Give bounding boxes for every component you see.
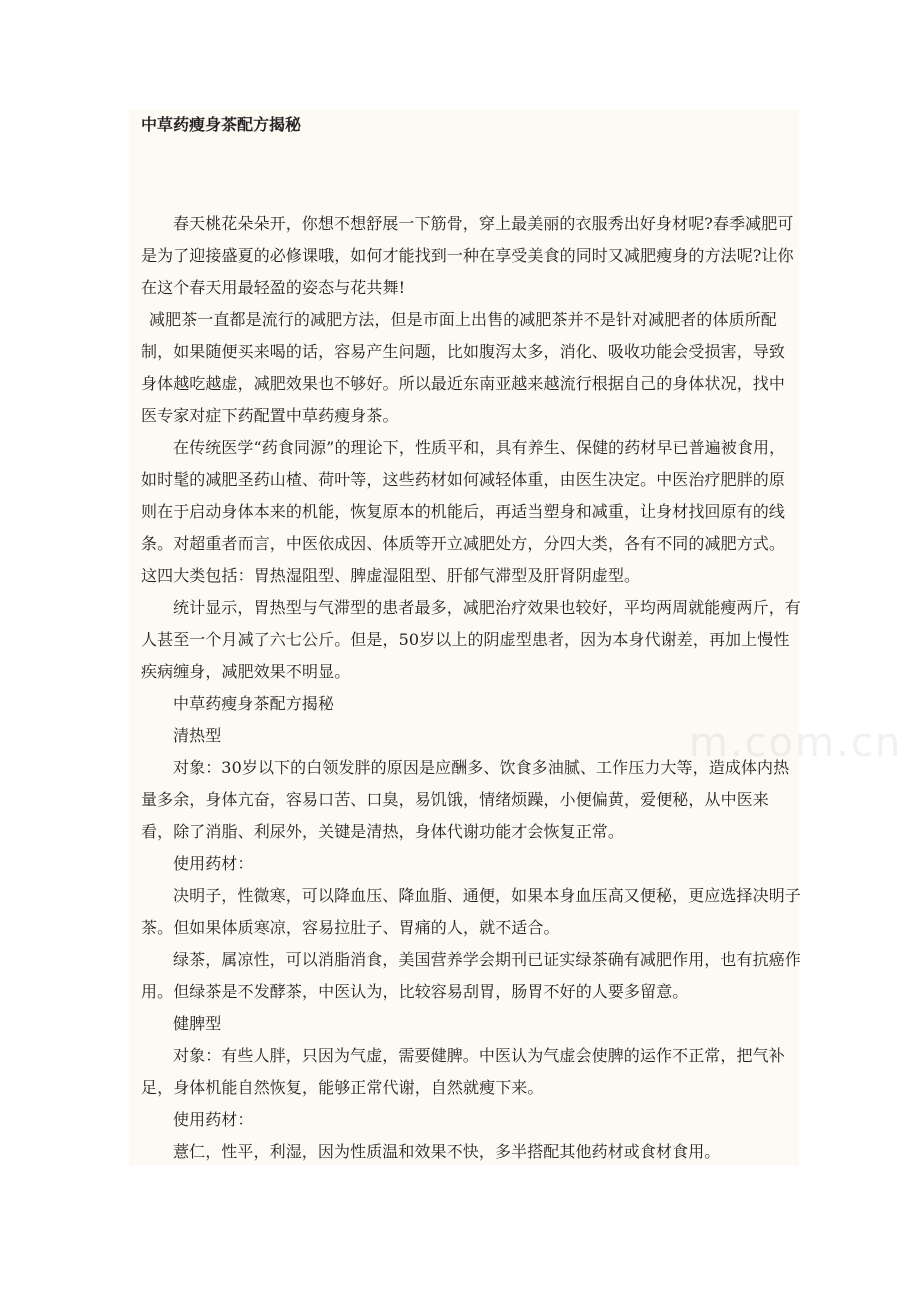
- paragraph-intro: 春天桃花朵朵开，你想不想舒展一下筋骨，穿上最美丽的衣服秀出好身材呢?春季减肥可是为了迎接盛夏的必修课哦，如何才能找到一种在享受美食的同时又减肥瘦身的方法呢?让你在这个春天用最轻盈的姿态与花共舞!: [141, 214, 794, 297]
- paragraph-diet-tea: 减肥茶一直都是流行的减肥方法，但是市面上出售的减肥茶并不是针对减肥者的体质所配制，如果随便买来喝的话，容易产生问题，比如腹泻太多，消化、吸收功能会受损害，导致身体越吃越虚，减肥效果也不够好。所以最近东南亚越来越流行根据自己的身体状况，找中医专家对症下药配置中草药瘦身茶。: [141, 310, 786, 425]
- section-heading-heat-clearing: 清热型: [173, 726, 222, 745]
- watermark-text: m.com.cn: [689, 720, 903, 766]
- section-heading-spleen: 健脾型: [173, 1014, 222, 1033]
- paragraph-tcm-theory: 在传统医学“药食同源”的理论下，性质平和，具有养生、保健的药材早已普遍被食用，如时髦的减肥圣药山楂、荷叶等，这些药材如何减轻体重，由医生决定。中医治疗肥胖的原则在于启动身体本来的机能，恢复原本的机能后，再适当塑身和减重，让身材找回原有的线条。对超重者而言，中医依成因、体质等开立减肥处方，分四大类，各有不同的减肥方式。这四大类包括：胃热湿阻型、脾虚湿阻型、肝郁气滞型及肝肾阴虚型。: [141, 438, 786, 585]
- paragraph-heat-target: 对象：30岁以下的白领发胖的原因是应酬多、饮食多油腻、工作压力大等，造成体内热量多余，身体亢奋，容易口苦、口臭，易饥饿，情绪烦躁，小便偏黄，爱便秘，从中医来看，除了消脂、利尿外，关键是清热，身体代谢功能才会恢复正常。: [141, 758, 790, 841]
- paragraph-statistics: 统计显示，胃热型与气滞型的患者最多，减肥治疗效果也较好，平均两周就能瘦两斤，有人甚至一个月减了六七公斤。但是，50岁以上的阴虚型患者，因为本身代谢差，再加上慢性疾病缠身，减肥效果不明显。: [141, 598, 801, 681]
- section-heading-recipes: 中草药瘦身茶配方揭秘: [173, 694, 335, 713]
- document-title: 中草药瘦身茶配方揭秘: [141, 115, 302, 134]
- paragraph-cassia-seed: 决明子，性微寒，可以降血压、降血脂、通便，如果本身血压高又便秘，更应选择决明子茶。但如果体质寒凉，容易拉肚子、胃痛的人，就不适合。: [141, 886, 801, 937]
- paragraph-coix-seed: 薏仁，性平，利湿，因为性质温和效果不快，多半搭配其他药材或食材食用。: [173, 1142, 721, 1161]
- label-herbs-used-1: 使用药材：: [173, 854, 254, 873]
- label-herbs-used-2: 使用药材：: [173, 1110, 254, 1129]
- document-body: [141, 208, 801, 1168]
- paragraph-spleen-target: 对象：有些人胖，只因为气虚，需要健脾。中医认为气虚会使脾的运作不正常，把气补足，身体机能自然恢复，能够正常代谢，自然就瘦下来。: [141, 1046, 785, 1097]
- document-page: [129, 110, 903, 1165]
- paragraph-green-tea: 绿茶，属凉性，可以消脂消食，美国营养学会期刊已证实绿茶确有减肥作用，也有抗癌作用。但绿茶是不发酵茶，中医认为，比较容易刮胃，肠胃不好的人要多留意。: [141, 950, 801, 1001]
